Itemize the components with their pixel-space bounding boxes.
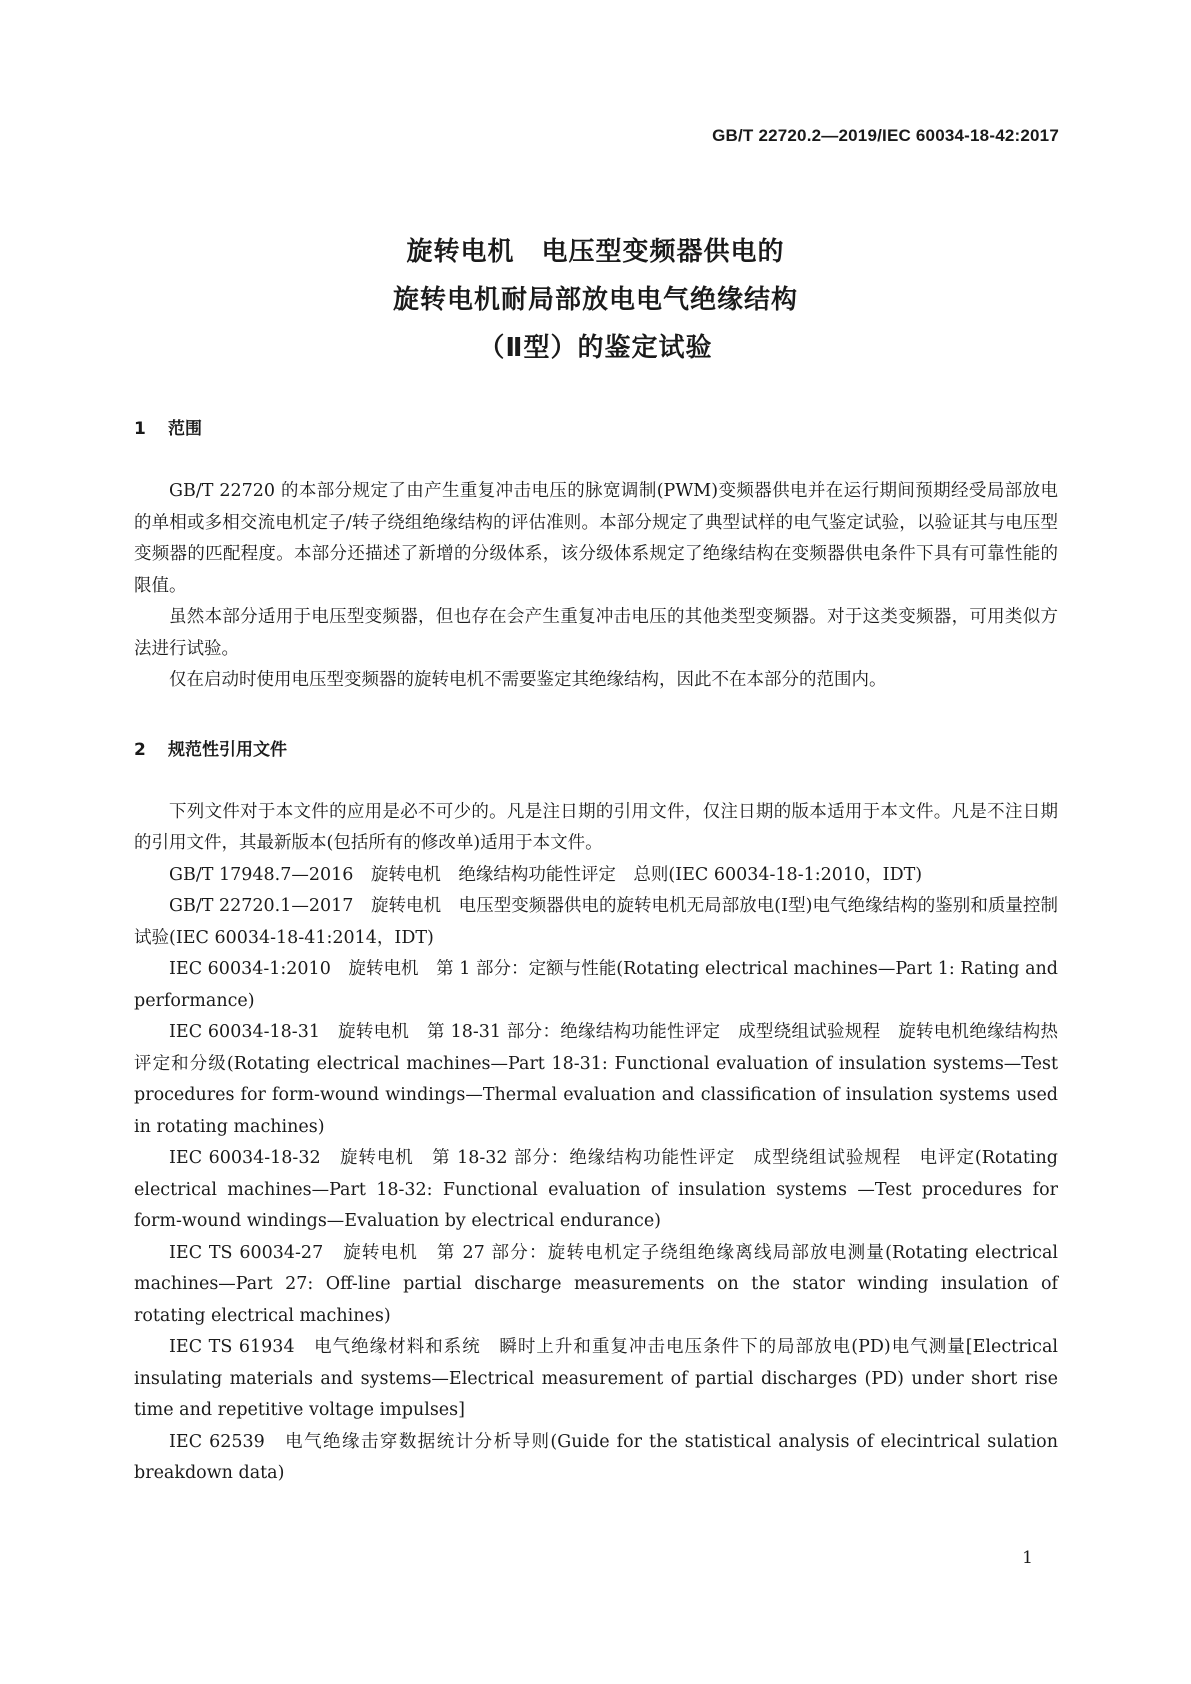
section-number: 1 — [134, 419, 146, 439]
section-title: 规范性引用文件 — [168, 739, 287, 760]
standard-number: GB/T 22720.2—2019/IEC 60034-18-42:2017 — [712, 126, 1059, 145]
reference-item: GB/T 22720.1—2017 旋转电机 电压型变频器供电的旋转电机无局部放电(Ⅰ型)电气绝缘结构的鉴别和质量控制试验(IEC 60034-18-41:2014，IDT) — [134, 896, 1058, 948]
title-line-1: 旋转电机 电压型变频器供电的 — [406, 237, 785, 267]
title-line-2: 旋转电机耐局部放电电气绝缘结构 — [392, 285, 798, 315]
title-line-3: （Ⅱ型）的鉴定试验 — [478, 333, 713, 363]
reference-item: IEC TS 61934 电气绝缘材料和系统 瞬时上升和重复冲击电压条件下的局部放电(PD)电气测量[Electrical insulating materials and systems—Electrical measurement of partial discharges (PD) under short rise time and repetitive voltage impulses] — [134, 1337, 1058, 1420]
paragraph: 下列文件对于本文件的应用是必不可少的。凡是注日期的引用文件，仅注日期的版本适用于本文件。凡是不注日期的引用文件，其最新版本(包括所有的修改单)适用于本文件。 — [134, 801, 1058, 853]
section-title: 范围 — [168, 419, 202, 439]
reference-item: GB/T 17948.7—2016 旋转电机 绝缘结构功能性评定 总则(IEC 60034-18-1:2010，IDT) — [169, 864, 923, 885]
page-number: 1 — [1022, 1548, 1033, 1568]
document-body — [134, 412, 1058, 1490]
reference-item: IEC 60034-1:2010 旋转电机 第 1 部分：定额与性能(Rotating electrical machines—Part 1: Rating and performance) — [134, 959, 1058, 1011]
reference-item: IEC 60034-18-32 旋转电机 第 18-32 部分：绝缘结构功能性评定 成型绕组试验规程 电评定(Rotating electrical machines—Part 18-32: Functional evaluation of insulation systems —Test procedures for form-wound windings—Evaluation by electrical endurance) — [134, 1148, 1058, 1231]
reference-item: IEC TS 60034-27 旋转电机 第 27 部分：旋转电机定子绕组绝缘离线局部放电测量(Rotating electrical machines—Part 27: Off-line partial discharge measurements on the stator winding insulation of rotating electrical machines) — [134, 1242, 1058, 1326]
section-2-heading — [134, 733, 1058, 767]
section-number: 2 — [134, 739, 146, 760]
section-1-heading — [134, 412, 1058, 446]
paragraph: 虽然本部分适用于电压型变频器，但也存在会产生重复冲击电压的其他类型变频器。对于这类变频器，可用类似方法进行试验。 — [134, 607, 1058, 659]
paragraph: GB/T 22720 的本部分规定了由产生重复冲击电压的脉宽调制(PWM)变频器供电并在运行期间预期经受局部放电的单相或多相交流电机定子/转子绕组绝缘结构的评估准则。本部分规定了典型试样的电气鉴定试验，以验证其与电压型变频器的匹配程度。本部分还描述了新增的分级体系，该分级体系规定了绝缘结构在变频器供电条件下具有可靠性能的限值。 — [134, 481, 1058, 596]
paragraph: 仅在启动时使用电压型变频器的旋转电机不需要鉴定其绝缘结构，因此不在本部分的范围内。 — [169, 670, 887, 690]
reference-item: IEC 62539 电气绝缘击穿数据统计分析导则(Guide for the statistical analysis of elecintrical sulation breakdown data) — [134, 1431, 1058, 1483]
reference-item: IEC 60034-18-31 旋转电机 第 18-31 部分：绝缘结构功能性评定 成型绕组试验规程 旋转电机绝缘结构热评定和分级(Rotating electrical machines—Part 18-31: Functional evaluation of insulation systems—Test procedures for form-wound windings—Thermal evaluation and classification of insulation systems used in rotating machines) — [134, 1022, 1058, 1137]
document-title — [0, 228, 1191, 372]
